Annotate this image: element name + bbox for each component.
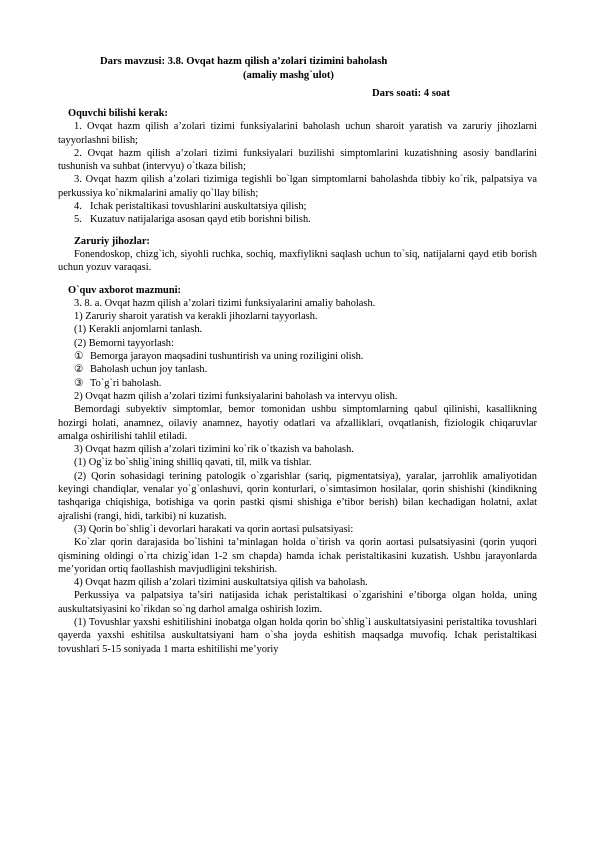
goal-item: 1. Ovqat hazm qilish a’zolari tizimi funksiyalarini baholash uchun sharoit yaratish va zaruriy jihozlarni tayyorlashni bilish; xyxy=(58,121,537,146)
circled-item: ③ To`g`ri baholash. xyxy=(74,377,162,389)
section-subitem: (1) Tovushlar yaxshi eshitilishini inobatga olgan holda qorin bo`shlig`i auskultatsiyasini peristaltika tovushlari qayerda yaxshi eshitilsa auskultatsiyani ham o`sha joyda eshitish maqsadga muvofiq. Ichak peristaltikasi tovushlari 5-15 soniyada 1 marta eshitilishi me’yoriy xyxy=(58,616,537,655)
section-subitem: (1) Og`iz bo`shlig`ining shilliq qavati, til, milk va tishlar. xyxy=(74,457,312,469)
section-text: Perkussiya va palpatsiya ta’siri natijasida ichak peristaltikasi o`zgarishini e’tiborga olgan holda, uning auskultatsiyasini ko`rikdan so`ng darhol amalga oshirish lozim. xyxy=(58,590,537,615)
content-heading: O`quv axborot mazmuni: xyxy=(68,284,181,296)
section-text: Ko`zlar qorin darajasida bo`lishini ta’minlagan holda o`tirish va qorin aortasi pulsatsiyasini (qorin yuqori qismining oldingi o`rta chizig`idan 1-2 sm chapda) hamda ichak peristaltikasini kuzatish. Ushbu jarayonlarda me’yoridan ortiq faollashish mavjudligini tekshirish. xyxy=(58,537,537,575)
section-subitem: (2) Qorin sohasidagi terining patologik o`zgarishlar (sariq, pigmentatsiya), yaralar, jarrohlik amaliyotidan keyingi chandiqlar, venalar yo`g`onlashuvi, qorin konturlari, o`simtasimon hosilalar, qorin shishishi (kindikning tashqariga chiqishiga, botishiga va qorin pastki qismi shishiga e’tibor berish) bilan kechadigan holatni, axlat ajralishi (rangi, hidi, tarkibi) ni kuzatish. xyxy=(58,470,537,522)
goal-item: 4. Ichak peristaltikasi tovushlarini auskultatsiya qilish; xyxy=(74,201,307,213)
content-line: 1) Zaruriy sharoit yaratish va kerakli jihozlarni tayyorlash. xyxy=(74,311,318,323)
section-subitem: (3) Qorin bo`shlig`i devorlari harakati va qorin aortasi pulsatsiyasi: xyxy=(74,523,354,535)
goals-heading: Oquvchi bilishi kerak: xyxy=(68,108,168,119)
circled-item: ② Baholash uchun joy tanlash. xyxy=(74,364,208,376)
equipment-text: Fonendoskop, chizg`ich, siyohli ruchka, sochiq, maxfiylikni saqlash uchun to`siq, natijalarni qayd etib borish uchun yozuv varaqasi. xyxy=(58,248,537,274)
section-title: 3) Ovqat hazm qilish a’zolari tizimini ko`rik o`tkazish va baholash. xyxy=(74,444,354,456)
document-body xyxy=(58,107,537,656)
goal-item: 2. Ovqat hazm qilish a’zolari tizimi funksiyalari buzilishi simptomlarini kuzatishning asosiy bandlarini tushunish va suhbat (intervyu) o`tkaza bilish; xyxy=(58,147,537,173)
lesson-subtitle: (amaliy mashg`ulot) xyxy=(243,70,334,81)
section-title: 2) Ovqat hazm qilish a’zolari tizimi funksiyalarini baholash va intervyu olish. xyxy=(74,390,398,402)
lesson-hours: Dars soati: 4 soat xyxy=(372,88,450,99)
content-line: (2) Bemorni tayyorlash: xyxy=(74,337,174,349)
goal-item: 3. Ovqat hazm qilish a’zolari tizimiga tegishli bo`lgan simptomlarni baholashda tibbiy ko`rik, palpatsiya va perkussiya ko`nikmalarini amaliy qo`llay bilish; xyxy=(58,174,537,199)
equipment-heading: Zaruriy jihozlar: xyxy=(74,235,150,247)
lesson-title: Dars mavzusi: 3.8. Ovqat hazm qilish a’zolari tizimini baholash xyxy=(100,56,388,67)
section-text: Bemordagi subyektiv simptomlar, bemor tomonidan ushbu simptomlarning qabul qilinishi, kasallikning hozirgi holati, anamnez, oilaviy anamnez, hayotiy odatlari va afzalliklari, ovqatlanish, fiziologik chiqaruvlar amalga oshirilishi tahlil etiladi. xyxy=(58,404,537,442)
circled-item: ① Bemorga jarayon maqsadini tushuntirish va uning roziligini olish. xyxy=(74,351,364,363)
section-title: 4) Ovqat hazm qilish a’zolari tizimini auskultatsiya qilish va baholash. xyxy=(74,577,368,589)
content-line: 3. 8. a. Ovqat hazm qilish a’zolari tizimi funksiyalarini amaliy baholash. xyxy=(74,297,376,309)
content-line: (1) Kerakli anjomlarni tanlash. xyxy=(74,324,203,336)
goal-item: 5. Kuzatuv natijalariga asosan qayd etib borishni bilish. xyxy=(74,214,311,226)
